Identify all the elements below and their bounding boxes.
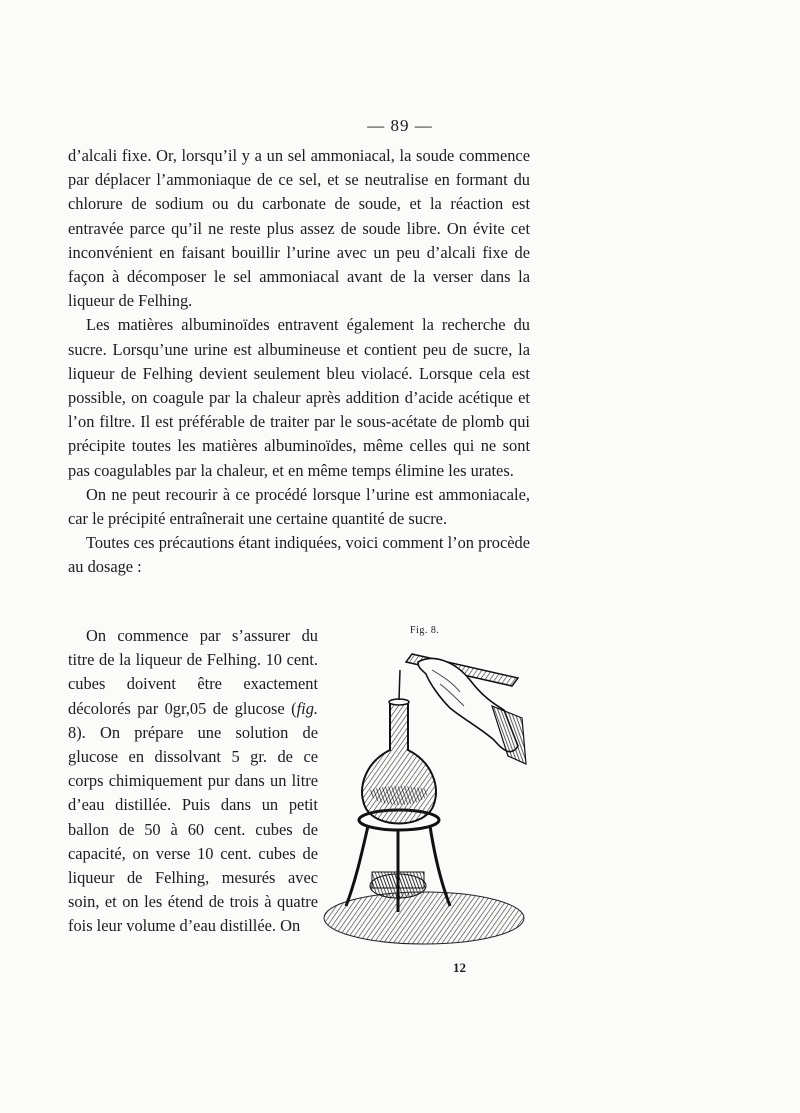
fig-reference: fig. (296, 698, 318, 718)
paragraph-1: d’alcali fixe. Or, lorsqu’il y a un sel ammoniacal, la soude commence par déplacer l’ammoniaque de ce sel, et se neutralise en formant du chlorure de sodium ou du carbonate de soude, et la réaction est entravée parce qu’il ne reste plus assez de soude libre. On évite cet inconvénient en faisant bouillir l’urine avec un peu d’alcali fixe de façon à décomposer le sel ammoniacal avant de la verser dans la liqueur de Felhing. (68, 146, 530, 311)
signature-mark: 12 (453, 960, 466, 975)
paragraph-3: On ne peut recourir à ce procédé lorsque l’urine est ammoniacale, car le précipité entraînerait une certaine quantité de sucre. (68, 484, 530, 529)
paragraph-2: Les matières albuminoïdes entravent également la recherche du sucre. Lorsqu’une urine est albumineuse et contient peu de sucre, la liqueur de Felhing devient seulement bleu violacé. Lorsque cela est possible, on coagule par la chaleur après addition d’acide acétique et l’on filtre. Il est préférable de traiter par le sous-acétate de plomb qui précipite toutes les matières albuminoïdes, même celles qui ne sont pas coagulables par la chaleur, et en même temps élimine les urates. (68, 315, 530, 480)
page-number: — 89 — (367, 116, 433, 135)
figure-caption: Fig. 8. (410, 625, 440, 636)
table-base (324, 892, 524, 944)
paragraph-4: Toutes ces précautions étant indiquées, voici comment l’on procède au dosage : (68, 533, 530, 577)
flask-icon (362, 702, 436, 824)
paragraph-5: On commence par s’assurer du titre de la liqueur de Felhing. 10 cent. cubes doivent être exactement décolorés par 0gr,05 de glucose (fig. 8). On prépare une solution de glucose en dissolvant 5 gr. de ce corps chimiquement pur dans un litre d’eau distillée. Puis dans un petit ballon de 50 à 60 cent. cubes de capacité, on verse 10 cent. cubes de liqueur de Felhing, mesurés avec soin, et on les étend de trois à quatre fois leur volume d’eau distillée. On (68, 626, 318, 936)
figure-illustration (322, 640, 532, 950)
main-text (68, 144, 530, 580)
side-text (68, 624, 318, 939)
test-tube-stream (399, 670, 400, 700)
